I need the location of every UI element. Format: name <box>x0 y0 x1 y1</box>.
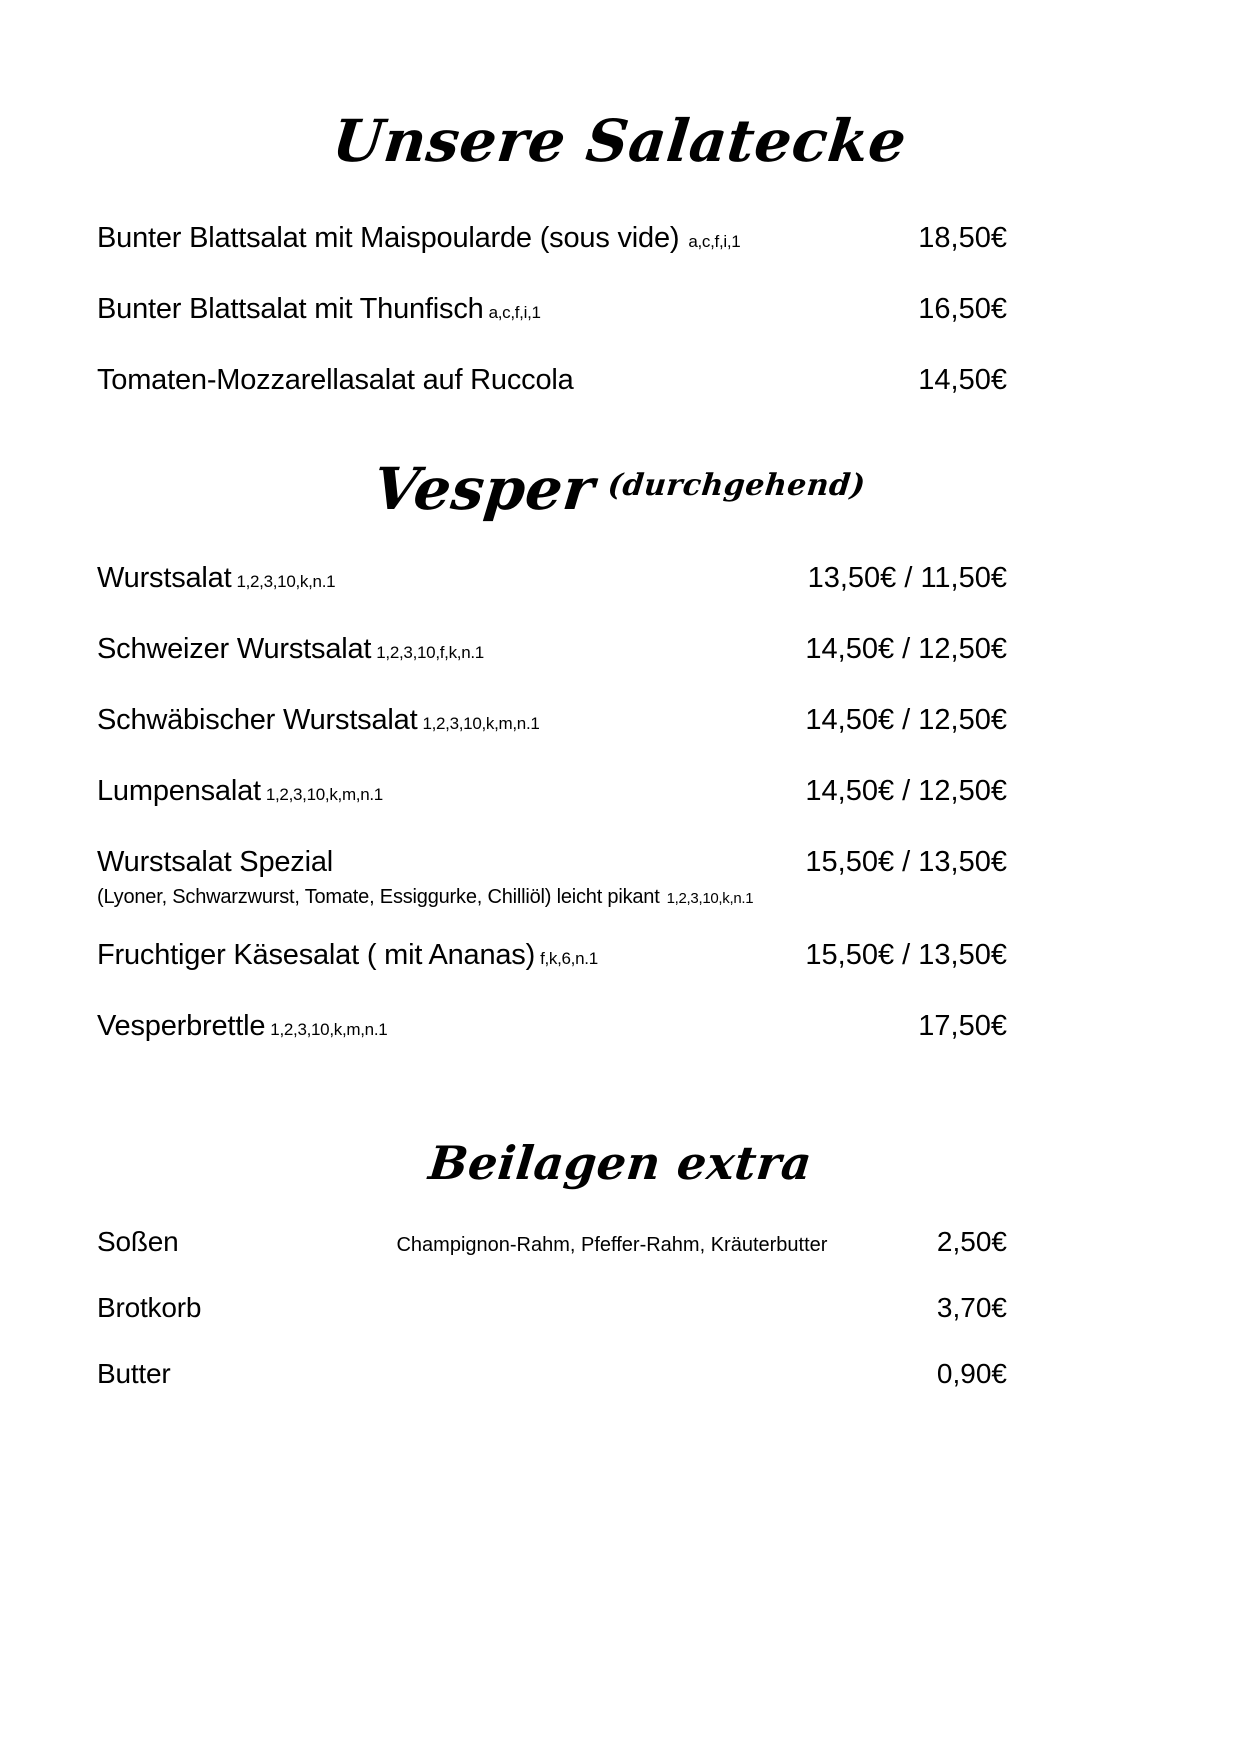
menu-item-price: 14,50€ / 12,50€ <box>805 704 1007 736</box>
menu-item-name: Schweizer Wurstsalat <box>97 633 372 665</box>
menu-item-allergens: f,k,6,n.1 <box>540 949 598 968</box>
menu-item-description: (Lyoner, Schwarzwurst, Tomate, Essiggurke, Chilliöl) leicht pikant <box>97 886 660 908</box>
menu-item-price: 2,50€ <box>936 1226 1007 1257</box>
menu-item-name: Soßen <box>97 1226 179 1257</box>
menu-item-row <box>97 1358 1007 1390</box>
menu-item-left <box>97 1010 898 1043</box>
section-heading-vesper-suffix: (durchgehend) <box>606 468 868 503</box>
salatecke-item-list <box>97 222 1007 397</box>
menu-item-description-line <box>97 886 1007 909</box>
section-heading-vesper-text: Vesper <box>370 455 599 523</box>
menu-item-price: 16,50€ <box>918 293 1007 325</box>
menu-item-price: 18,50€ <box>918 222 1007 254</box>
menu-item-allergens: 1,2,3,10,k,m,n.1 <box>270 1020 388 1039</box>
menu-item-name: Butter <box>97 1358 171 1389</box>
menu-item-row <box>97 222 1007 255</box>
section-heading-beilagen-text: Beilagen extra <box>425 1136 815 1190</box>
menu-item-price: 3,70€ <box>936 1292 1007 1323</box>
menu-item-row <box>97 562 1007 595</box>
menu-item-row <box>97 704 1007 737</box>
menu-item-left <box>97 633 785 666</box>
menu-item-left <box>97 293 898 326</box>
menu-item-name: Bunter Blattsalat mit Thunfisch <box>97 293 484 325</box>
menu-item-description: Champignon-Rahm, Pfeffer-Rahm, Kräuterbutter <box>396 1234 828 1256</box>
menu-item-allergens: a,c,f,i,1 <box>488 303 541 322</box>
menu-item-price: 14,50€ / 12,50€ <box>805 633 1007 665</box>
menu-item-left <box>97 846 785 879</box>
menu-item-row <box>97 293 1007 326</box>
menu-item-row <box>97 364 1007 397</box>
menu-item-name: Tomaten-Mozzarellasalat auf Ruccola <box>97 364 574 396</box>
menu-item-left <box>97 222 898 255</box>
menu-item-row <box>97 775 1007 808</box>
menu-item-price: 15,50€ / 13,50€ <box>805 846 1007 878</box>
menu-item-name: Brotkorb <box>97 1292 202 1323</box>
menu-item-allergens: a,c,f,i,1 <box>688 232 741 251</box>
menu-item-allergens: 1,2,3,10,k,m,n.1 <box>422 714 540 733</box>
menu-item-name: Wurstsalat <box>97 562 232 594</box>
menu-item-left <box>97 704 785 737</box>
menu-item-price: 17,50€ <box>918 1010 1007 1042</box>
beilagen-item-list <box>97 1226 1007 1390</box>
menu-item-allergens: 1,2,3,10,k,m,n.1 <box>265 785 383 804</box>
menu-item-left <box>97 562 788 595</box>
menu-item-name: Schwäbischer Wurstsalat <box>97 704 418 736</box>
menu-item-name: Fruchtiger Käsesalat ( mit Ananas) <box>97 939 536 971</box>
menu-item-row <box>97 633 1007 666</box>
menu-item-left <box>97 364 898 397</box>
section-heading-beilagen <box>0 1136 1240 1190</box>
menu-item-row <box>97 1292 1007 1324</box>
menu-item-row <box>97 939 1007 972</box>
menu-item-allergens: 1,2,3,10,f,k,n.1 <box>376 643 484 662</box>
menu-item-name: Bunter Blattsalat mit Maispoularde (sous vide) <box>97 222 680 254</box>
menu-item-price: 14,50€ <box>918 364 1007 396</box>
menu-item-block <box>97 846 1007 909</box>
menu-item-price: 15,50€ / 13,50€ <box>805 939 1007 971</box>
menu-item-row <box>97 846 1007 879</box>
menu-item-price: 13,50€ / 11,50€ <box>807 562 1007 594</box>
menu-item-left <box>97 939 785 972</box>
menu-item-left <box>97 775 785 808</box>
vesper-item-list <box>97 562 1007 1043</box>
menu-item-price: 0,90€ <box>936 1358 1007 1389</box>
section-heading-salatecke-text: Unsere Salatecke <box>329 107 911 175</box>
menu-item-row <box>97 1010 1007 1043</box>
menu-item-allergens: 1,2,3,10,k,n.1 <box>236 572 336 591</box>
menu-item-price: 14,50€ / 12,50€ <box>805 775 1007 807</box>
menu-item-name: Wurstsalat Spezial <box>97 846 334 878</box>
menu-item-description-allergens: 1,2,3,10,k,n.1 <box>666 890 754 907</box>
menu-item-name: Lumpensalat <box>97 775 261 807</box>
section-heading-salatecke <box>0 107 1240 175</box>
menu-item-name: Vesperbrettle <box>97 1010 266 1042</box>
section-heading-vesper <box>0 455 1240 523</box>
menu-item-row <box>97 1226 1007 1258</box>
